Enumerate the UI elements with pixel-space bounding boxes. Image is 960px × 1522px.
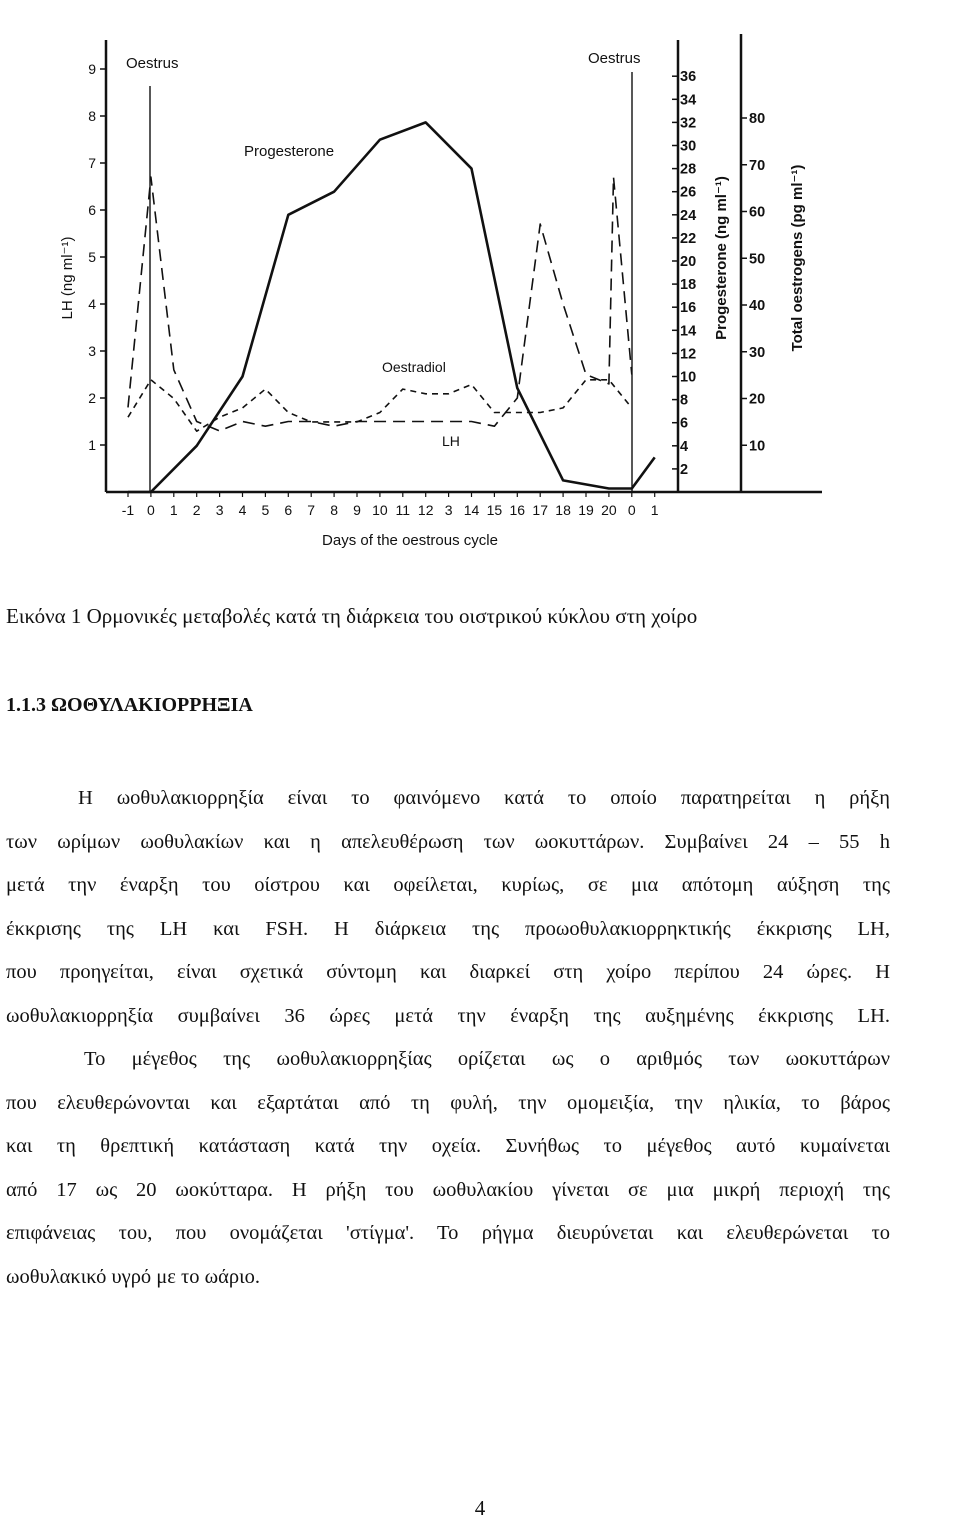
oestrogens-tick-label: 40 [749, 298, 766, 314]
x-tick-label: -1 [121, 502, 135, 518]
oestrogens-axis-title: Total oestrogens (pg ml⁻¹) [789, 164, 806, 352]
progesterone-axis-title: Progesterone (ng ml⁻¹) [713, 176, 730, 340]
oestradiol-series-line [128, 380, 632, 431]
oestrogens-tick-label: 50 [749, 251, 766, 268]
lh-tick-label: 2 [88, 390, 96, 406]
paragraph-line: Το μέγεθος της ωοθυλακιορρηξίας ορίζεται ως ο αριθμός των ωοκυττάρων [84, 1048, 890, 1070]
paragraph-line: Η ωοθυλακιορρηξία είναι το φαινόμενο κατά το οποίο παρατηρείται η ρήξη [78, 787, 890, 809]
oestrus-label-left: Oestrus [126, 55, 179, 72]
lh-tick-label: 1 [88, 437, 96, 453]
paragraph-line: ωοθυλακιορρηξία συμβαίνει 36 ώρες μετά την έναρξη της αυξημένης έκκρισης LH. [6, 1004, 890, 1027]
x-tick-label: 9 [353, 502, 361, 518]
paragraph-1-body [6, 777, 890, 1038]
progesterone-tick-label: 2 [680, 461, 689, 478]
x-tick-label: 11 [395, 502, 411, 518]
lh-series-line [128, 177, 632, 431]
lh-axis-title: LH (ng ml⁻¹) [59, 236, 76, 320]
x-tick-label: 0 [627, 502, 636, 518]
paragraph-2-body [6, 1038, 890, 1299]
page-number: 4 [474, 1496, 486, 1520]
progesterone-tick-label: 12 [680, 346, 697, 363]
x-tick-label: 7 [307, 502, 316, 518]
progesterone-tick-label: 10 [680, 369, 697, 386]
progesterone-tick-label: 28 [680, 161, 697, 178]
paragraph-line: έκκρισης της LH και FSH. Η διάρκεια της προωοθυλακιορρηκτικής έκκρισης LH, [6, 917, 890, 940]
series-layer [128, 122, 655, 492]
lh-tick-label: 6 [88, 202, 96, 218]
x-tick-label: 19 [578, 502, 594, 518]
oestrogens-tick-label: 80 [749, 111, 766, 127]
figure-caption: Εικόνα 1 Ορμονικές μεταβολές κατά τη διάρκεια του οιστρικού κύκλου στη χοίρο [6, 604, 698, 628]
paragraph-line: από 17 ως 20 ωοκύτταρα. Η ρήξη του ωοθυλακίου γίνεται σε μια μικρή περιοχή της [6, 1178, 890, 1201]
progesterone-tick-label: 16 [680, 300, 697, 317]
axis-ticks [88, 61, 765, 518]
lh-tick-label: 8 [88, 108, 96, 124]
x-tick-label: 6 [284, 502, 293, 518]
progesterone-tick-label: 4 [680, 438, 689, 455]
x-tick-label: 16 [509, 502, 526, 518]
paragraph-line: των ωρίμων ωοθυλακίων και η απελευθέρωση των ωοκυττάρων. Συμβαίνει 24 – 55 h [6, 830, 890, 853]
paragraph-line: μετά την έναρξη του οίστρου και οφείλεται, κυρίως, σε μια απότομη αύξηση της [6, 874, 890, 896]
progesterone-tick-label: 32 [680, 115, 697, 132]
progesterone-tick-label: 6 [680, 415, 689, 432]
progesterone-tick-label: 22 [680, 230, 697, 247]
hormone-chart [0, 0, 960, 580]
paragraph-line: που προηγείται, είναι σχετικά σύντομη και διαρκεί στη χοίρο περίπου 24 ώρες. Η [6, 961, 890, 983]
oestrogens-tick-label: 20 [749, 391, 766, 408]
lh-tick-label: 4 [88, 296, 96, 312]
paragraph-line: ωοθυλακικό υγρό με το ωάριο. [6, 1265, 260, 1288]
oestrogens-tick-label: 70 [749, 157, 766, 174]
progesterone-tick-label: 24 [680, 207, 697, 224]
section-heading: 1.1.3 ΩΟΘΥΛΑΚΙΟΡΡΗΞΙΑ [6, 694, 253, 716]
oestrogens-tick-label: 10 [749, 438, 766, 455]
lh-tick-label: 5 [88, 249, 96, 265]
oestrogens-tick-label: 30 [749, 344, 766, 361]
x-tick-label: 18 [555, 502, 571, 518]
oestrogens-tick-label: 60 [749, 204, 766, 221]
x-tick-label: 17 [532, 502, 548, 518]
progesterone-tick-label: 30 [680, 138, 697, 155]
paragraph-line: που ελευθερώνονται και εξαρτάται από τη φυλή, την ομομειξία, την ηλικία, το βάρος [6, 1091, 890, 1114]
progesterone-tick-label: 18 [680, 277, 697, 294]
oestrus-label-right: Oestrus [588, 50, 641, 67]
x-tick-label: 1 [650, 502, 659, 518]
x-axis-title: Days of the oestrous cycle [322, 532, 498, 549]
paragraph-line: επιφάνειας του, που ονομάζεται 'στίγμα'. Το ρήγμα διευρύνεται και ελευθερώνεται το [6, 1222, 890, 1244]
x-tick-label: 4 [238, 502, 247, 518]
oestradiol-label: Oestradiol [382, 359, 446, 375]
x-tick-label: 3 [215, 502, 224, 518]
progesterone-tick-label: 14 [680, 323, 697, 340]
x-tick-label: 8 [330, 502, 338, 518]
paragraph-line: και τη θρεπτική κατάσταση κατά την οχεία. Συνήθως το μέγεθος αυτό κυμαίνεται [6, 1135, 890, 1157]
x-tick-label: 12 [417, 502, 434, 518]
x-tick-label: 3 [444, 502, 453, 518]
lh-label: LH [442, 433, 460, 449]
x-tick-label: 0 [147, 502, 155, 518]
x-tick-label: 14 [463, 502, 480, 518]
x-tick-label: 5 [261, 502, 270, 518]
lh-tick-label: 9 [88, 61, 96, 77]
x-tick-label: 1 [169, 502, 178, 518]
progesterone-tick-label: 36 [680, 69, 697, 86]
progesterone-tick-label: 26 [680, 184, 697, 201]
progesterone-series-line [128, 122, 655, 492]
x-tick-label: 15 [486, 502, 503, 518]
lh-tick-label: 7 [88, 155, 96, 171]
x-tick-label: 2 [192, 502, 201, 518]
x-tick-label: 10 [372, 502, 388, 518]
x-tick-label: 20 [601, 502, 617, 518]
progesterone-tick-label: 20 [680, 254, 697, 270]
progesterone-label: Progesterone [244, 143, 335, 160]
progesterone-tick-label: 34 [680, 92, 697, 109]
progesterone-tick-label: 8 [680, 392, 689, 409]
lh-tick-label: 3 [88, 343, 96, 359]
